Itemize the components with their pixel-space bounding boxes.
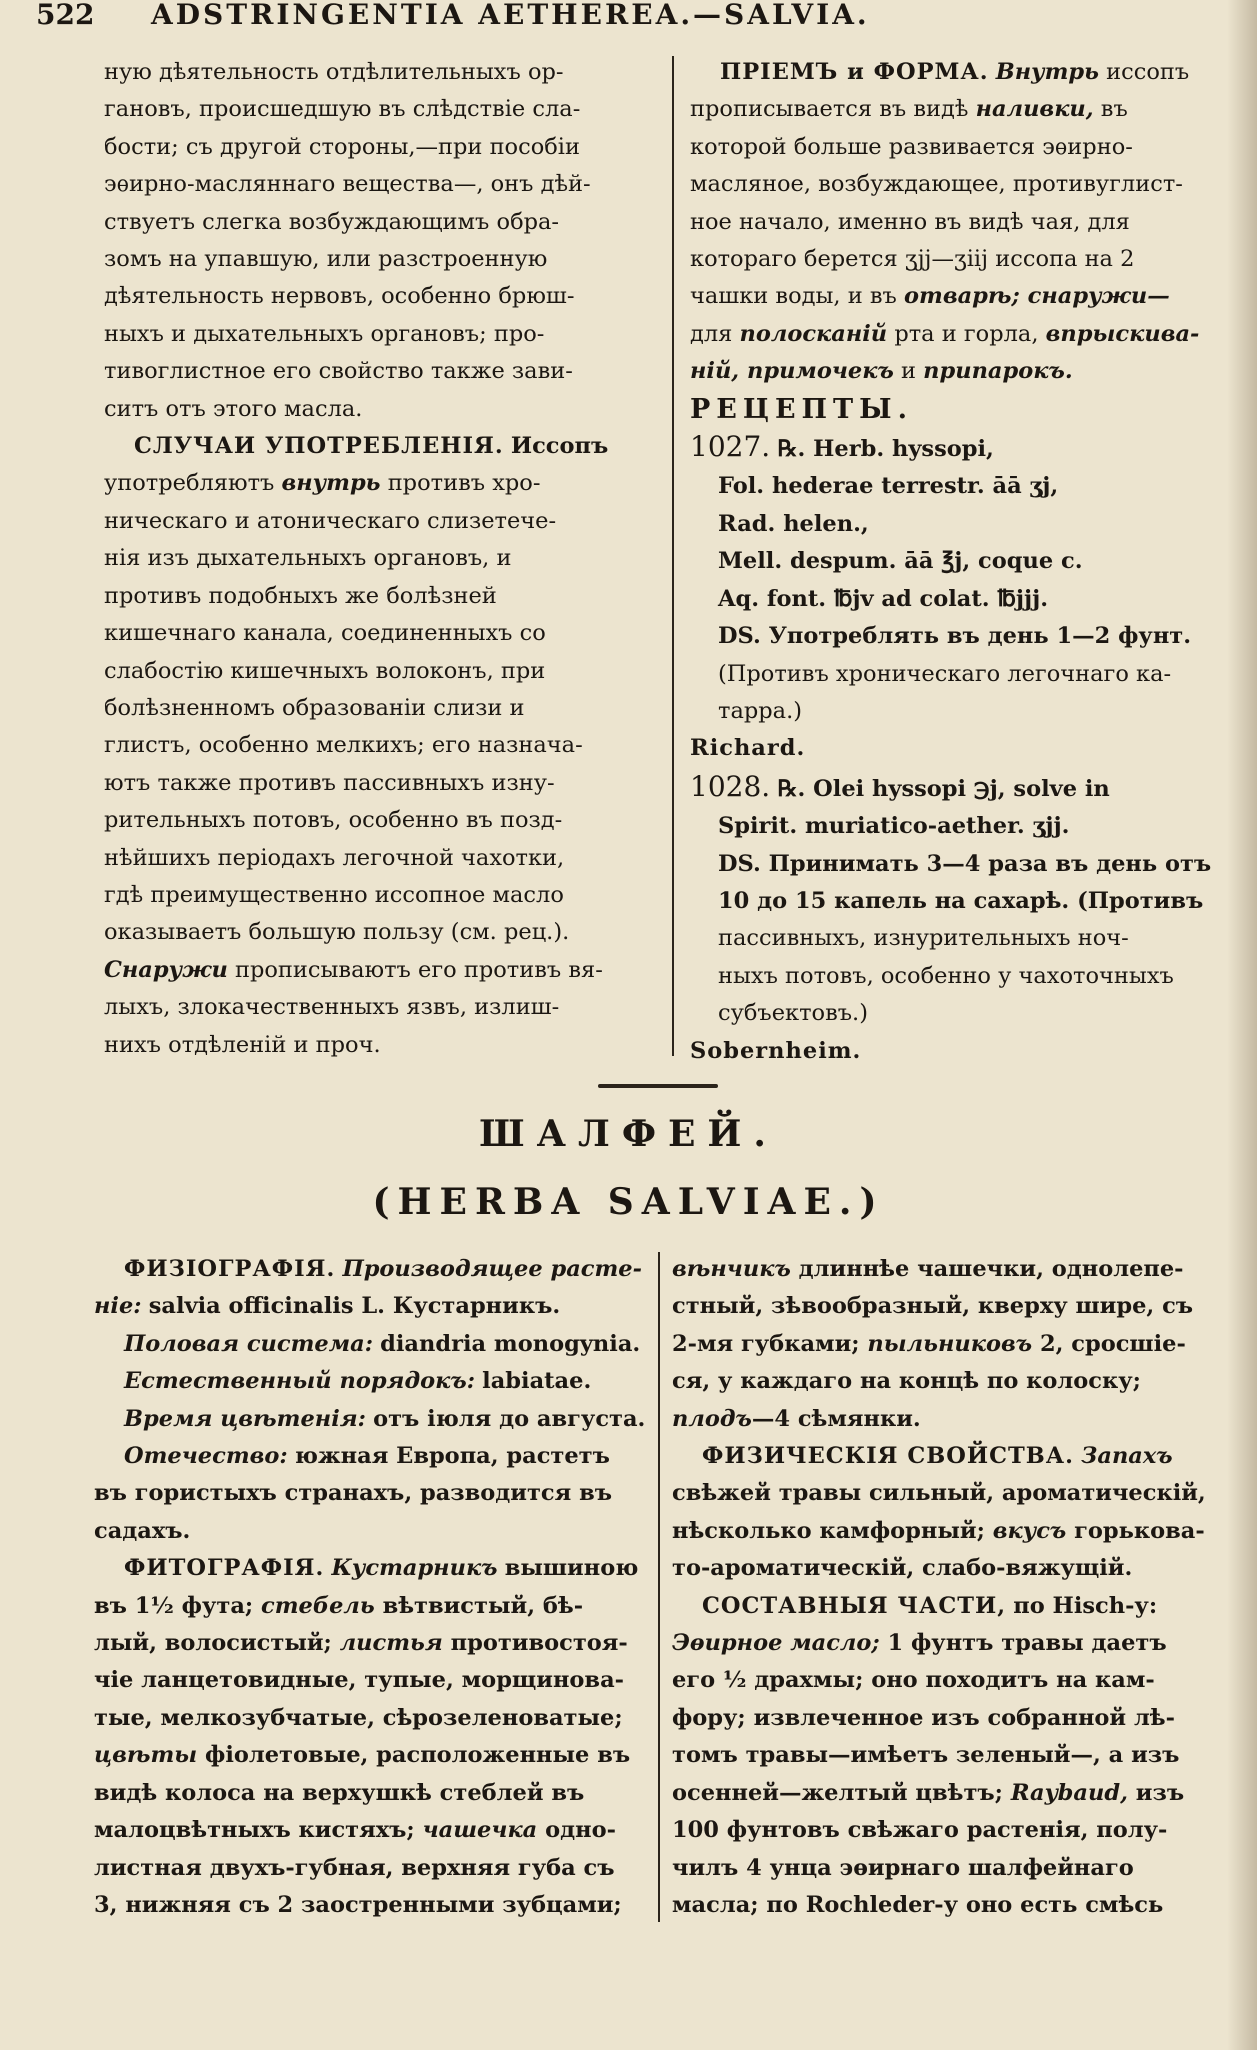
text-span: иссопъ <box>1106 59 1190 85</box>
text-line: ническаго и атоническаго слизетече- <box>104 507 557 534</box>
text-line: которой больше развивается эѳирно- <box>690 133 1133 160</box>
italic-span: ніе: <box>94 1293 142 1320</box>
text-line <box>690 91 1245 128</box>
text-span: по Hisch-у: <box>1013 1592 1158 1619</box>
italic-span: Отечество: <box>124 1443 288 1470</box>
text-span: прописываютъ его противъ вя- <box>234 956 603 983</box>
recipe-line: Spirit. muriatico-aether. ʒjj. <box>718 813 1070 840</box>
italic-span: наливки, <box>975 96 1094 123</box>
text-line: чіе ланцетовидные, тупые, морщинова- <box>94 1667 624 1694</box>
recipe-line: 10 до 15 капель на сахарѣ. (Противъ <box>718 887 1204 914</box>
italic-span: припарокъ. <box>923 358 1073 385</box>
text-line <box>672 1438 1225 1475</box>
recipe-1028-line <box>690 768 1245 808</box>
text-line <box>94 1288 654 1325</box>
text-line: глистъ, особенно мелкихъ; его назнача- <box>104 732 583 759</box>
text-line <box>690 316 1245 353</box>
text-span: рта и горла, <box>894 320 1039 347</box>
text-line: ствуетъ слегка возбуждающимъ обра- <box>104 208 560 235</box>
recipes-heading: РЕЦЕПТЫ. <box>690 393 913 425</box>
italic-span: Raybaud, <box>1010 1779 1128 1806</box>
text-line: болѣзненномъ образованіи слизи и <box>104 694 525 721</box>
text-line <box>94 1438 654 1475</box>
text-span: въ 1½ фута; <box>94 1592 254 1619</box>
italic-span: листья <box>339 1630 443 1657</box>
text-line: ютъ также противъ пассивныхъ изну- <box>104 769 555 796</box>
italic-span: отварѣ; снаружи— <box>904 283 1170 310</box>
recipe-line: (Противъ хроническаго легочнаго ка- <box>718 660 1172 687</box>
text-span: одно- <box>545 1817 616 1844</box>
text-line: масла; по Rochleder-у оно есть смѣсь <box>672 1891 1164 1918</box>
text-line: зомъ на упавшую, или разстроенную <box>104 246 548 273</box>
recipe-1027-line <box>690 428 1245 468</box>
text-span: и <box>900 358 916 385</box>
italic-span: пыльниковъ <box>867 1330 1033 1357</box>
page-edge-shadow <box>1227 0 1257 2050</box>
italic-span: внутрь <box>281 470 381 497</box>
text-line <box>672 1625 1225 1662</box>
italic-span: Запахъ <box>1081 1443 1173 1470</box>
text-line: ное начало, именно въ видѣ чая, для <box>690 208 1130 235</box>
italic-span: вкусъ <box>992 1517 1067 1544</box>
text-span: 2, сросшіе- <box>1039 1330 1186 1357</box>
text-line <box>94 1625 654 1662</box>
text-line: масляное, возбуждающее, противуглист- <box>690 171 1183 198</box>
column-divider <box>672 56 674 1056</box>
text-line <box>94 1812 654 1849</box>
recipe-line: Aq. font. ℔jv ad colat. ℔jjj. <box>718 585 1049 612</box>
italic-span: Внутрь <box>995 59 1099 85</box>
text-line <box>690 278 1245 315</box>
recipe-line: DS. Принимать 3—4 раза въ день отъ <box>718 850 1212 877</box>
italic-span: Время цвѣтенія: <box>124 1405 366 1432</box>
text-span: противостоя- <box>450 1630 628 1657</box>
page-number: 522 <box>36 0 95 31</box>
text-span: въ <box>1100 96 1128 123</box>
section-divider <box>598 1084 718 1088</box>
text-line <box>672 1401 1225 1438</box>
text-span: противъ хро- <box>387 470 541 497</box>
text-line <box>94 1550 654 1587</box>
text-line: нихъ отдѣленій и проч. <box>104 1031 381 1058</box>
text-span: ℞. Herb. hyssopi, <box>777 436 994 463</box>
text-line <box>94 1326 654 1363</box>
text-span: нѣсколько камфорный; <box>672 1517 985 1544</box>
article-title: ШАЛФЕЙ. <box>479 1113 778 1155</box>
text-span: чашки воды, и въ <box>690 283 897 310</box>
italic-span: Половая система: <box>124 1330 373 1357</box>
italic-span: ній, примочекъ <box>690 358 894 385</box>
text-span: вышиною <box>504 1555 639 1582</box>
top-right-column <box>690 54 1245 1070</box>
page-header <box>36 0 1216 34</box>
column-divider <box>658 1252 660 1922</box>
text-line: садахъ. <box>94 1517 191 1544</box>
bottom-left-column <box>94 1251 654 1924</box>
text-line: нѣйшихъ періодахъ легочной чахотки, <box>104 844 565 871</box>
text-span: —4 сѣмянки. <box>751 1405 921 1432</box>
text-line <box>672 1326 1225 1363</box>
text-span: salvia officinalis L. Кустарникъ. <box>148 1293 561 1320</box>
text-line: противъ подобныхъ же болѣзней <box>104 582 497 609</box>
text-line <box>672 1513 1225 1550</box>
text-span: изъ <box>1135 1779 1185 1806</box>
recipe-line: тарра.) <box>718 697 803 724</box>
text-line: дѣятельность нервовъ, особенно брюш- <box>104 283 575 310</box>
text-line: оказываетъ большую пользу (см. рец.). <box>104 919 570 946</box>
text-line: стный, зѣвообразный, кверху шире, съ <box>672 1293 1194 1320</box>
italic-span: Естественный порядокъ: <box>124 1368 476 1395</box>
text-span: ℞. Olei hyssopi ℈j, solve in <box>777 775 1110 802</box>
italic-span: чашечка <box>422 1817 538 1844</box>
text-line: фору; извлеченное изъ собранной лѣ- <box>672 1704 1175 1731</box>
text-span: лый, волосистый; <box>94 1630 332 1657</box>
text-line <box>690 54 1245 91</box>
text-line: ныхъ и дыхательныхъ органовъ; про- <box>104 320 545 347</box>
text-line: 100 фунтовъ свѣжаго растенія, полу- <box>672 1817 1168 1844</box>
section-heading-uses: СЛУЧАИ УПОТРЕБЛЕНІЯ. <box>134 433 504 460</box>
text-line: листная двухъ-губная, верхняя губа съ <box>94 1854 615 1881</box>
italic-span: Кустарникъ <box>331 1555 498 1582</box>
text-line: въ гористыхъ странахъ, разводится въ <box>94 1480 612 1507</box>
italic-span: цвѣты <box>94 1742 198 1769</box>
text-span: длиннѣе чашечки, однолепе- <box>798 1256 1184 1282</box>
italic-span: вѣнчикъ <box>672 1256 791 1282</box>
recipe-author: Sobernheim. <box>690 1037 862 1064</box>
italic-span: Производящее расте- <box>342 1256 642 1282</box>
recipe-number: 1028. <box>690 769 771 803</box>
text-span: Иссопъ <box>510 433 609 460</box>
text-line <box>672 1251 1225 1288</box>
italic-span: полосканій <box>739 320 888 347</box>
text-line: тые, мелкозубчатые, сѣрозеленоватые; <box>94 1704 623 1731</box>
use-heading-line <box>104 428 664 465</box>
text-line: то-ароматическій, слабо-вяжущій. <box>672 1555 1133 1582</box>
recipe-line: DS. Употреблять въ день 1—2 фунт. <box>718 623 1192 650</box>
text-line <box>94 1401 654 1438</box>
text-line: бости; съ другой стороны,—при пособіи <box>104 133 580 160</box>
italic-span: плодъ <box>672 1405 752 1432</box>
text-line <box>104 465 664 502</box>
text-line: ся, у каждаго на концѣ по колоску; <box>672 1368 1141 1395</box>
text-line: эѳирно-масляннаго вещества—, онъ дѣй- <box>104 171 591 198</box>
text-line: гановъ, происшедшую въ слѣдствіе сла- <box>104 96 581 123</box>
text-line: видѣ колоса на верхушкѣ стеблей въ <box>94 1779 585 1806</box>
recipe-author: Richard. <box>690 735 806 762</box>
text-span: вѣтвистый, бѣ- <box>382 1592 584 1619</box>
text-span: 1 фунтъ травы даетъ <box>887 1630 1167 1657</box>
text-line: чилъ 4 унца эѳирнаго шалфейнаго <box>672 1854 1134 1881</box>
text-line <box>94 1251 654 1288</box>
section-heading-physiography: ФИЗІОГРАФІЯ. <box>124 1256 336 1282</box>
text-span: южная Европа, растетъ <box>294 1443 610 1470</box>
text-line <box>94 1588 654 1625</box>
text-line <box>94 1363 654 1400</box>
text-line: его ½ драхмы; оно походитъ на кам- <box>672 1667 1155 1694</box>
text-span: labiatae. <box>482 1368 592 1395</box>
section-heading-properties: ФИЗИЧЕСКІЯ СВОЙСТВА. <box>702 1443 1074 1470</box>
running-title: ADSTRINGENTIA AETHEREA.—SALVIA. <box>151 0 870 31</box>
section-heading-phytography: ФИТОГРАФІЯ. <box>124 1555 325 1582</box>
italic-span: стебель <box>261 1592 375 1619</box>
text-line: ную дѣятельность отдѣлительныхъ ор- <box>104 59 564 85</box>
text-span: diandria monogynia. <box>380 1330 641 1357</box>
recipe-number: 1027. <box>690 430 771 464</box>
text-line: рительныхъ потовъ, особенно въ позд- <box>104 807 563 834</box>
text-line: гдѣ преимущественно иссопное масло <box>104 881 564 908</box>
section-heading-composition: СОСТАВНЫЯ ЧАСТИ, <box>702 1592 1007 1619</box>
text-line <box>672 1775 1225 1812</box>
text-span: осенней—желтый цвѣтъ; <box>672 1779 1003 1806</box>
text-line: кишечнаго канала, соединенныхъ со <box>104 620 546 647</box>
text-span: отъ іюля до августа. <box>373 1405 646 1432</box>
text-line: ситъ отъ этого масла. <box>104 395 363 422</box>
text-line: котораго берется ʒjj—ʒiij иссопа на 2 <box>690 246 1135 273</box>
italic-span: впрыскива- <box>1045 320 1200 347</box>
text-span: 2-мя губками; <box>672 1330 860 1357</box>
recipe-line: ныхъ потовъ, особенно у чахоточныхъ <box>718 962 1174 989</box>
recipe-line: Fol. hederae terrestr. āā ʒj, <box>718 473 1059 500</box>
text-line <box>690 353 1245 390</box>
text-span: малоцвѣтныхъ кистяхъ; <box>94 1817 415 1844</box>
text-span: для <box>690 320 733 347</box>
bottom-right-column <box>672 1251 1225 1924</box>
text-line: лыхъ, злокачественныхъ язвъ, излиш- <box>104 994 560 1021</box>
text-line <box>94 1737 654 1774</box>
recipe-line: Rad. helen., <box>718 510 869 537</box>
italic-span: Снаружи <box>104 956 228 983</box>
text-line <box>672 1588 1225 1625</box>
text-span: горькова- <box>1074 1517 1205 1544</box>
top-left-column <box>104 54 664 1064</box>
text-span: употребляютъ <box>104 470 275 497</box>
text-line <box>104 952 664 989</box>
text-line: томъ травы—имѣетъ зеленый—, а изъ <box>672 1742 1180 1769</box>
article-latin-title: (HERBA SALVIAE.) <box>372 1181 885 1223</box>
recipe-line: субъектовъ.) <box>718 1000 868 1027</box>
text-line: нія изъ дыхательныхъ органовъ, и <box>104 545 512 572</box>
text-line: тивоглистное его свойство также зави- <box>104 358 573 385</box>
text-line: свѣжей травы сильный, ароматическій, <box>672 1480 1206 1507</box>
text-span: прописывается въ видѣ <box>690 96 969 123</box>
recipe-line: Mell. despum. āā ℥j, coque c. <box>718 548 1083 575</box>
section-heading-dosage: ПРІЕМЪ и ФОРМА. <box>720 59 989 85</box>
recipe-line: пассивныхъ, изнурительныхъ ноч- <box>718 925 1129 952</box>
italic-span: Эѳирное масло; <box>672 1630 880 1657</box>
text-line: слабостію кишечныхъ волоконъ, при <box>104 657 546 684</box>
text-span: фіолетовые, расположенные въ <box>205 1742 631 1769</box>
text-line: 3, нижняя съ 2 заостренными зубцами; <box>94 1891 622 1918</box>
